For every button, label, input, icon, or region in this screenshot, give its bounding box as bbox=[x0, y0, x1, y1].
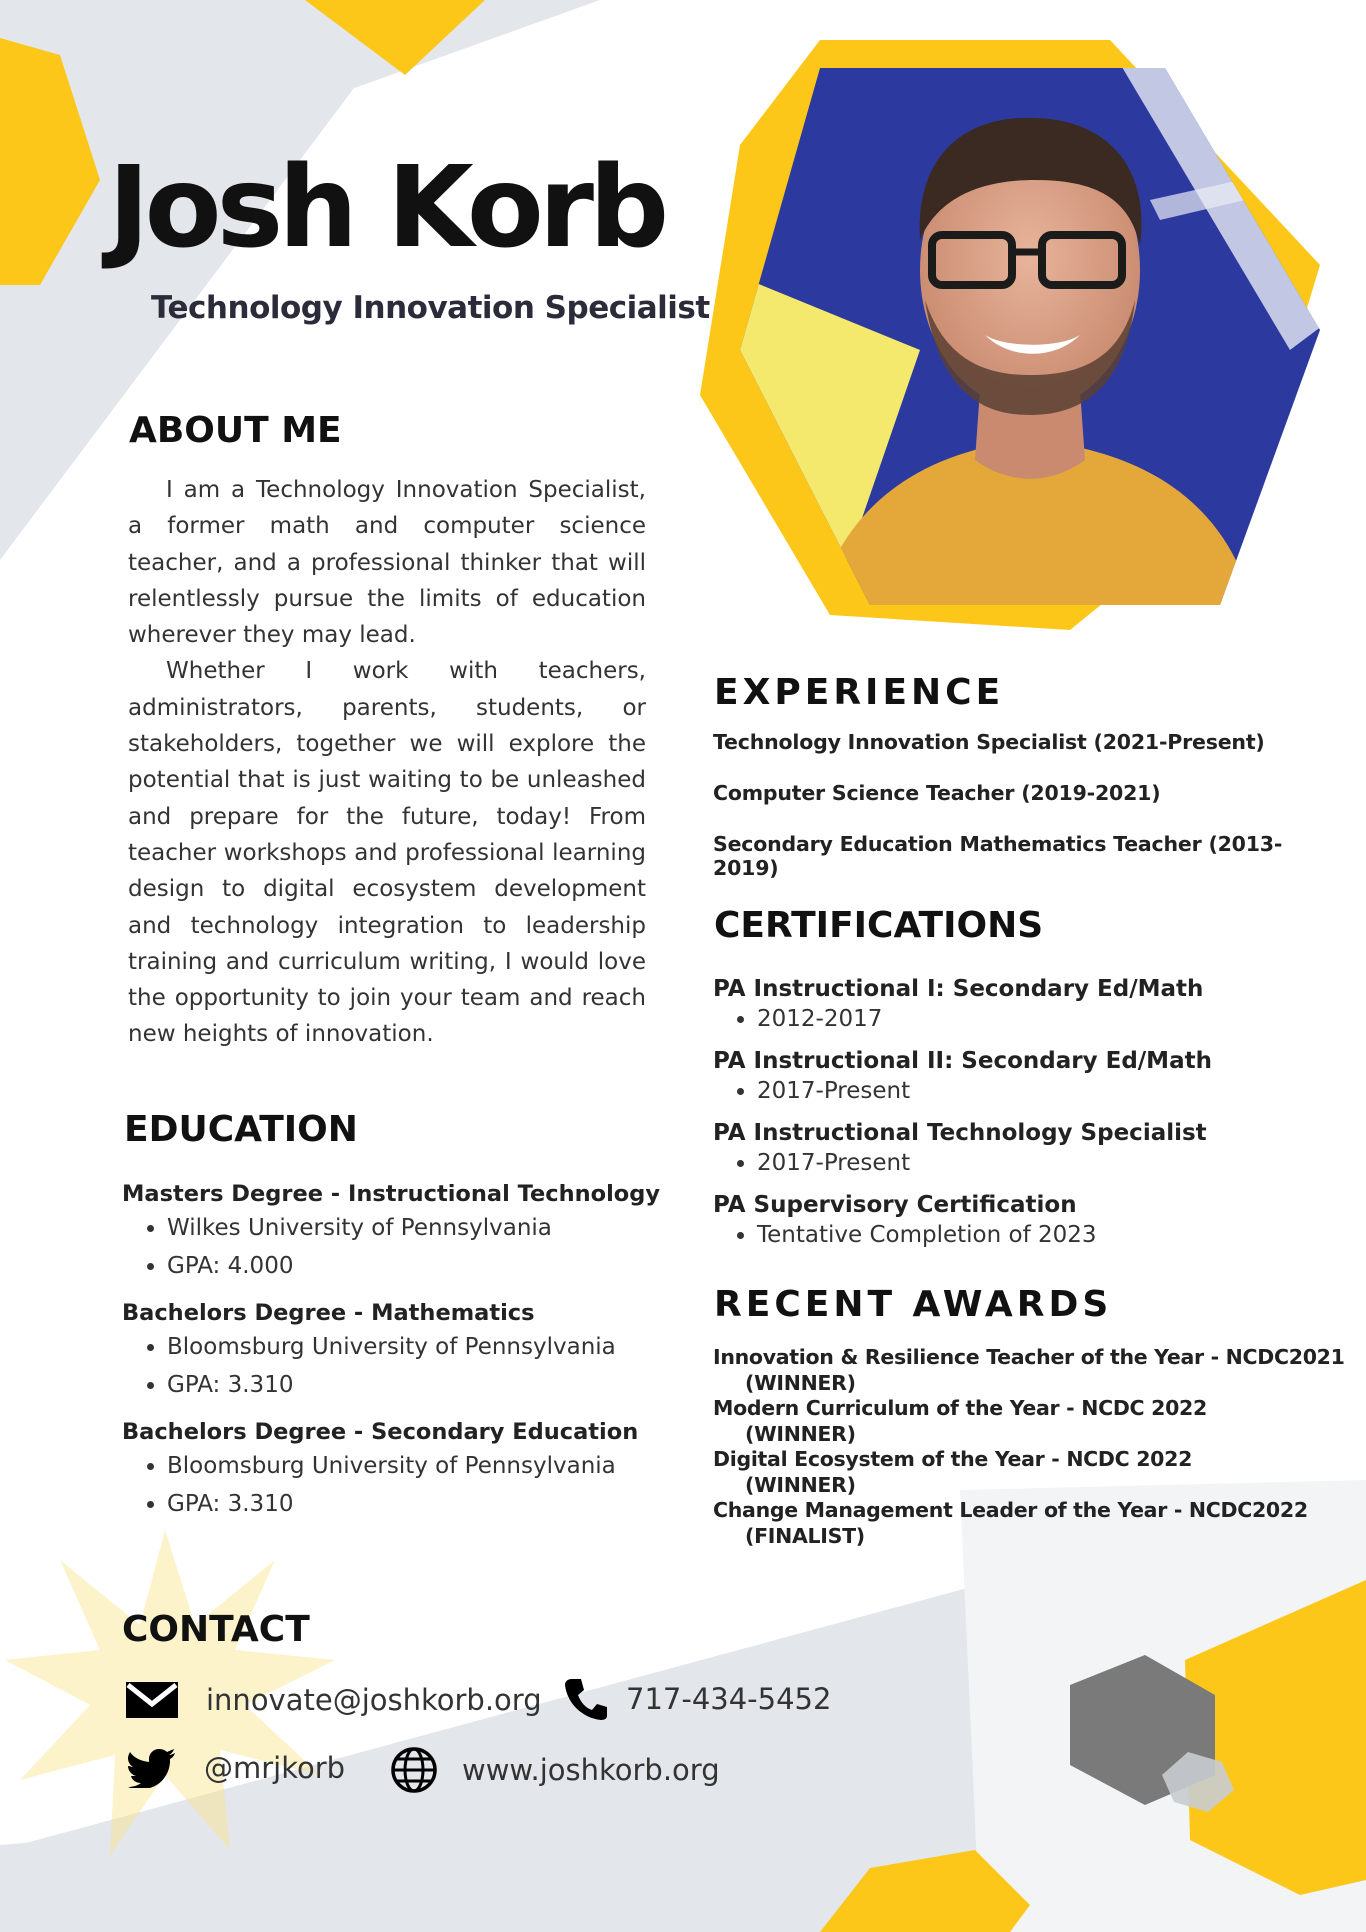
email-address[interactable]: innovate@joshkorb.org bbox=[206, 1683, 542, 1717]
award-status: (WINNER) bbox=[745, 1370, 856, 1395]
certification-detail: • 2017-Present bbox=[757, 1148, 1333, 1178]
education-item bbox=[122, 1299, 682, 1404]
phone-number[interactable]: 717-434-5452 bbox=[626, 1682, 832, 1716]
school-name: • Bloomsburg University of Pennsylvania bbox=[167, 1328, 682, 1366]
experience-heading: EXPERIENCE bbox=[714, 672, 1005, 713]
about-heading: ABOUT ME bbox=[129, 410, 342, 451]
contact-heading: CONTACT bbox=[122, 1609, 310, 1650]
person-name: Josh Korb bbox=[108, 143, 665, 273]
phone-icon bbox=[564, 1677, 608, 1721]
job-title: Technology Innovation Specialist bbox=[151, 290, 710, 326]
award-status: (FINALIST) bbox=[745, 1523, 865, 1548]
gpa: • GPA: 3.310 bbox=[167, 1485, 682, 1523]
award-item bbox=[713, 1345, 1353, 1396]
phone-contact[interactable] bbox=[564, 1677, 831, 1721]
about-paragraph: Whether I work with teachers, administrators, parents, students, or stakeholders, together we will explore the potential that is just waiting to be unleashed and prepare for the future, today! From teacher workshops and professional learning design to digital ecosystem development and technology integration to leadership training and curriculum writing, I would love the opportunity to join your team and reach new heights of innovation. bbox=[128, 658, 646, 1048]
award-title: Innovation & Resilience Teacher of the Year - NCDC2021 bbox=[713, 1345, 1345, 1369]
experience-item: Technology Innovation Specialist (2021-Present) bbox=[713, 730, 1265, 754]
award-item bbox=[713, 1447, 1353, 1498]
certification-title: PA Instructional I: Secondary Ed/Math bbox=[713, 976, 1204, 1002]
school-name: • Bloomsburg University of Pennsylvania bbox=[167, 1447, 682, 1485]
certification-detail: • 2012-2017 bbox=[757, 1004, 1333, 1034]
certification-detail: • Tentative Completion of 2023 bbox=[757, 1220, 1333, 1250]
degree-title: Bachelors Degree - Mathematics bbox=[122, 1300, 535, 1326]
experience-item: Secondary Education Mathematics Teacher (2013-2019) bbox=[713, 832, 1283, 880]
gpa: • GPA: 4.000 bbox=[167, 1247, 682, 1285]
award-item bbox=[713, 1498, 1353, 1549]
twitter-contact[interactable] bbox=[128, 1748, 345, 1788]
certification-item bbox=[713, 1046, 1333, 1106]
award-title: Change Management Leader of the Year - NCDC2022 bbox=[713, 1498, 1308, 1522]
school-name: • Wilkes University of Pennsylvania bbox=[167, 1209, 682, 1247]
twitter-icon bbox=[128, 1748, 176, 1788]
award-item bbox=[713, 1396, 1353, 1447]
certification-detail: • 2017-Present bbox=[757, 1076, 1333, 1106]
award-status: (WINNER) bbox=[745, 1421, 856, 1446]
awards-heading: RECENT AWARDS bbox=[714, 1284, 1113, 1325]
certification-item bbox=[713, 1190, 1333, 1250]
certification-item bbox=[713, 1118, 1333, 1178]
certification-title: PA Supervisory Certification bbox=[713, 1192, 1077, 1218]
certifications-list bbox=[713, 974, 1333, 1262]
award-status: (WINNER) bbox=[745, 1472, 856, 1497]
award-title: Modern Curriculum of the Year - NCDC 2022 bbox=[713, 1396, 1207, 1420]
award-title: Digital Ecosystem of the Year - NCDC 2022 bbox=[713, 1447, 1193, 1471]
education-list bbox=[122, 1180, 682, 1537]
degree-title: Bachelors Degree - Secondary Education bbox=[122, 1419, 639, 1445]
awards-list bbox=[713, 1345, 1353, 1549]
about-paragraph: I am a Technology Innovation Specialist, a former math and computer science teacher, and a professional thinker that will relentlessly pursue the limits of education wherever they may lead. bbox=[128, 477, 646, 649]
about-body bbox=[128, 472, 646, 1053]
experience-item: Computer Science Teacher (2019-2021) bbox=[713, 781, 1161, 805]
education-item bbox=[122, 1418, 682, 1523]
globe-icon bbox=[390, 1746, 438, 1794]
gpa: • GPA: 3.310 bbox=[167, 1366, 682, 1404]
profile-photo bbox=[700, 30, 1330, 640]
certification-item bbox=[713, 974, 1333, 1034]
website-url[interactable]: www.joshkorb.org bbox=[462, 1753, 720, 1787]
website-contact[interactable] bbox=[390, 1746, 720, 1794]
education-heading: EDUCATION bbox=[124, 1109, 358, 1150]
certification-title: PA Instructional II: Secondary Ed/Math bbox=[713, 1048, 1212, 1074]
certification-title: PA Instructional Technology Specialist bbox=[713, 1120, 1207, 1146]
mail-icon bbox=[124, 1680, 180, 1720]
degree-title: Masters Degree - Instructional Technology bbox=[122, 1181, 661, 1207]
education-item bbox=[122, 1180, 682, 1285]
experience-list bbox=[713, 730, 1333, 907]
email-contact[interactable] bbox=[124, 1680, 542, 1720]
certifications-heading: CERTIFICATIONS bbox=[714, 905, 1044, 946]
twitter-handle[interactable]: @mrjkorb bbox=[204, 1751, 346, 1785]
